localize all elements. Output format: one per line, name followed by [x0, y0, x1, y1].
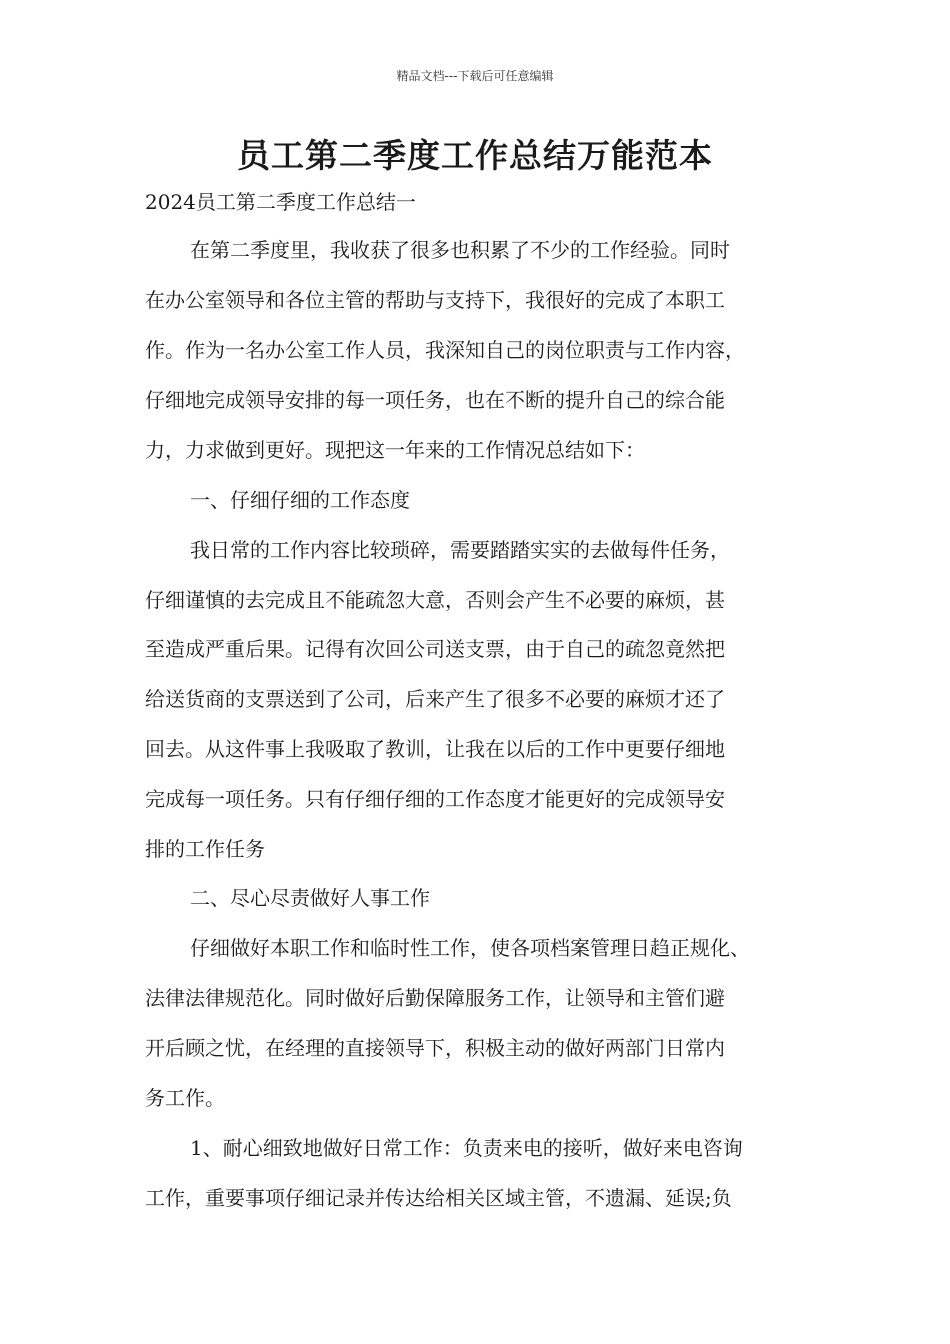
subtitle: 2024员工第二季度工作总结一	[145, 190, 416, 214]
paragraph-line: 仔细做好本职工作和临时性工作，使各项档案管理日趋正规化、	[190, 936, 750, 960]
paragraph-line: 力，力求做到更好。现把这一年来的工作情况总结如下：	[145, 438, 645, 462]
paragraph-line: 法律法律规范化。同时做好后勤保障服务工作，让领导和主管们避	[145, 986, 725, 1010]
paragraph-line: 排的工作任务	[145, 837, 265, 861]
paragraph-line: 在办公室领导和各位主管的帮助与支持下，我很好的完成了本职工	[145, 288, 725, 312]
paragraph-line: 务工作。	[145, 1086, 225, 1110]
paragraph-line: 仔细地完成领导安排的每一项任务，也在不断的提升自己的综合能	[145, 388, 725, 412]
paragraph-line: 在第二季度里，我收获了很多也积累了不少的工作经验。同时	[190, 238, 730, 262]
paragraph-line: 仔细谨慎的去完成且不能疏忽大意，否则会产生不必要的麻烦，甚	[145, 588, 725, 612]
paragraph-line: 1、耐心细致地做好日常工作：负责来电的接听，做好来电咨询	[190, 1136, 743, 1160]
header-note: 精品文档---下载后可任意编辑	[396, 69, 554, 83]
paragraph-line: 回去。从这件事上我吸取了教训，让我在以后的工作中更要仔细地	[145, 737, 725, 761]
paragraph-line: 开后顾之忧，在经理的直接领导下，积极主动的做好两部门日常内	[145, 1036, 725, 1060]
paragraph-line: 至造成严重后果。记得有次回公司送支票，由于自己的疏忽竟然把	[145, 637, 725, 661]
document-title: 员工第二季度工作总结万能范本	[237, 136, 713, 175]
section-heading: 二、尽心尽责做好人事工作	[190, 886, 430, 910]
paragraph-line: 完成每一项任务。只有仔细仔细的工作态度才能更好的完成领导安	[145, 787, 725, 811]
paragraph-line: 我日常的工作内容比较琐碎，需要踏踏实实的去做每件任务，	[190, 538, 730, 562]
section-heading: 一、仔细仔细的工作态度	[190, 488, 410, 512]
paragraph-line: 作。作为一名办公室工作人员，我深知自己的岗位职责与工作内容，	[145, 338, 745, 362]
paragraph-line: 工作，重要事项仔细记录并传达给相关区域主管，不遗漏、延误;负	[145, 1186, 732, 1210]
paragraph-line: 给送货商的支票送到了公司，后来产生了很多不必要的麻烦才还了	[145, 687, 725, 711]
